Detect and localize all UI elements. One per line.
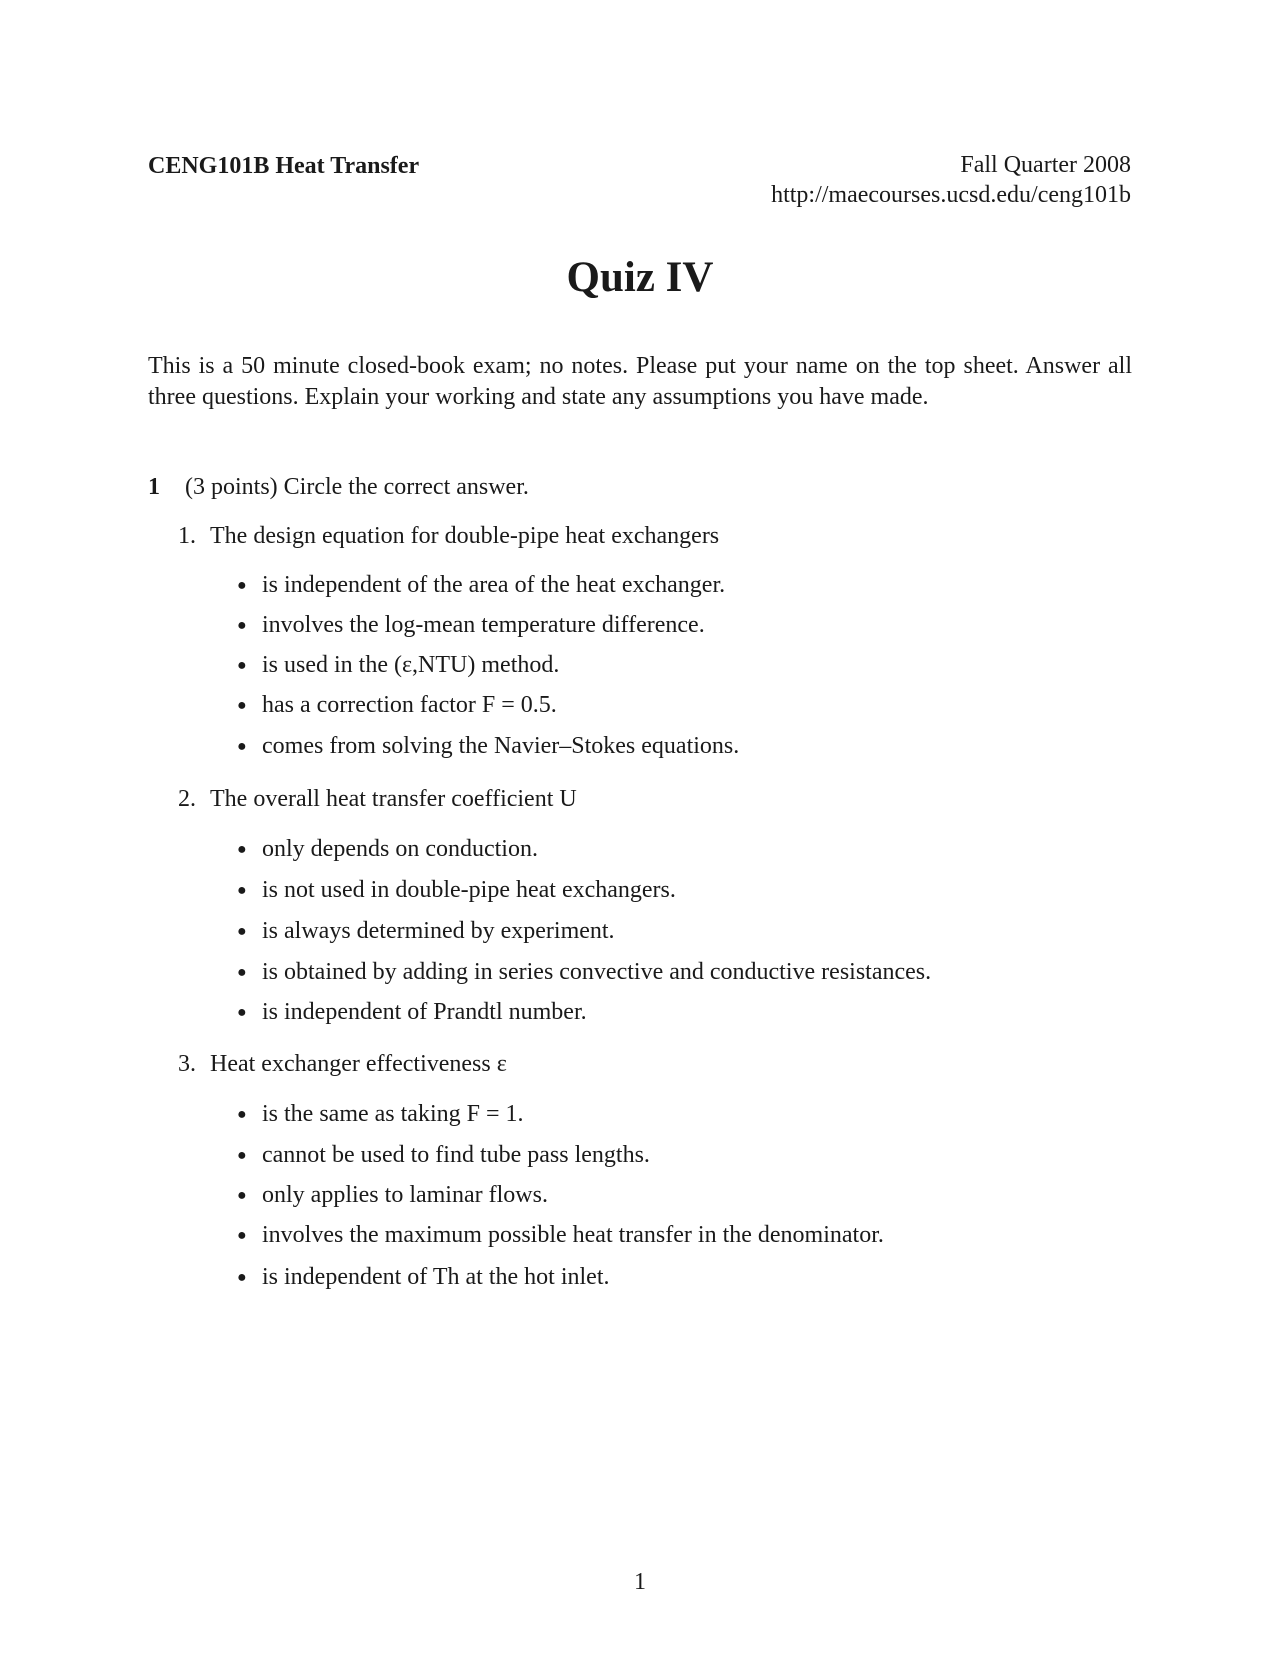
option-item (237, 997, 587, 1028)
option-item (237, 650, 559, 681)
option-text: only applies to laminar flows. (262, 1182, 548, 1208)
question-prompt: (3 points) Circle the correct answer. (185, 474, 529, 500)
bullet-icon: ● (237, 964, 247, 981)
subquestion-3 (178, 1049, 507, 1079)
option-text: is obtained by adding in series convective and conductive resistances. (262, 959, 932, 985)
course-url: http://maecourses.ucsd.edu/ceng101b (771, 182, 1131, 208)
bullet-icon: ● (237, 841, 247, 858)
course-title: CENG101B Heat Transfer (148, 153, 420, 179)
bullet-icon: ● (237, 1269, 247, 1286)
bullet-icon: ● (237, 1004, 247, 1021)
option-text: cannot be used to find tube pass lengths. (262, 1142, 650, 1168)
option-item (237, 1262, 609, 1293)
bullet-icon: ● (237, 1106, 247, 1123)
option-text: is used in the (ε,NTU) method. (262, 652, 560, 678)
option-text: is independent of Prandtl number. (262, 999, 587, 1025)
option-item (237, 916, 615, 947)
bullet-icon: ● (237, 617, 247, 634)
bullet-icon: ● (237, 738, 247, 755)
instructions: This is a 50 minute closed-book exam; no notes. Please put your name on the top sheet. Answer all three questions. Explain your working and state any assumptions you have made. (148, 353, 1132, 410)
option-text: comes from solving the Navier–Stokes equations. (262, 733, 740, 759)
bullet-icon: ● (237, 657, 247, 674)
option-text: involves the maximum possible heat transfer in the denominator. (262, 1222, 884, 1248)
option-text: is always determined by experiment. (262, 918, 615, 944)
option-item (237, 1099, 524, 1130)
subquestion-number: 1. (178, 523, 196, 549)
option-text: only depends on conduction. (262, 836, 538, 862)
bullet-icon: ● (237, 923, 247, 940)
subquestion-number: 2. (178, 786, 196, 812)
option-text: is the same as taking F = 1. (262, 1101, 524, 1127)
question-heading (148, 472, 529, 502)
subquestion-stem: Heat exchanger effectiveness ε (210, 1051, 507, 1077)
bullet-icon: ● (237, 577, 247, 594)
subquestion-2 (178, 784, 577, 814)
header-right (771, 150, 1131, 210)
bullet-icon: ● (237, 697, 247, 714)
option-item (237, 1140, 650, 1171)
option-item (237, 875, 676, 906)
option-text: has a correction factor F = 0.5. (262, 692, 557, 718)
term: Fall Quarter 2008 (960, 152, 1131, 178)
bullet-icon: ● (237, 1187, 247, 1204)
bullet-icon: ● (237, 882, 247, 899)
subquestion-number: 3. (178, 1051, 196, 1077)
bullet-icon: ● (237, 1147, 247, 1164)
question-number: 1 (148, 474, 160, 500)
subquestion-1 (178, 521, 719, 551)
option-item (237, 731, 739, 762)
subquestion-stem: The design equation for double-pipe heat exchangers (210, 523, 720, 549)
option-text: involves the log-mean temperature difference. (262, 612, 705, 638)
option-text: is independent of Th at the hot inlet. (262, 1264, 610, 1290)
option-item (237, 834, 538, 865)
page-number: 1 (634, 1569, 646, 1595)
bullet-icon: ● (237, 1227, 247, 1244)
option-item (237, 570, 725, 601)
option-item (237, 957, 931, 988)
option-text: is independent of the area of the heat exchanger. (262, 572, 726, 598)
option-item (237, 690, 557, 721)
option-item (237, 610, 705, 641)
option-item (237, 1220, 884, 1251)
subquestion-stem: The overall heat transfer coefficient U (210, 786, 577, 812)
option-text: is not used in double-pipe heat exchangers. (262, 877, 676, 903)
quiz-title: Quiz IV (566, 254, 714, 301)
option-item (237, 1180, 548, 1211)
